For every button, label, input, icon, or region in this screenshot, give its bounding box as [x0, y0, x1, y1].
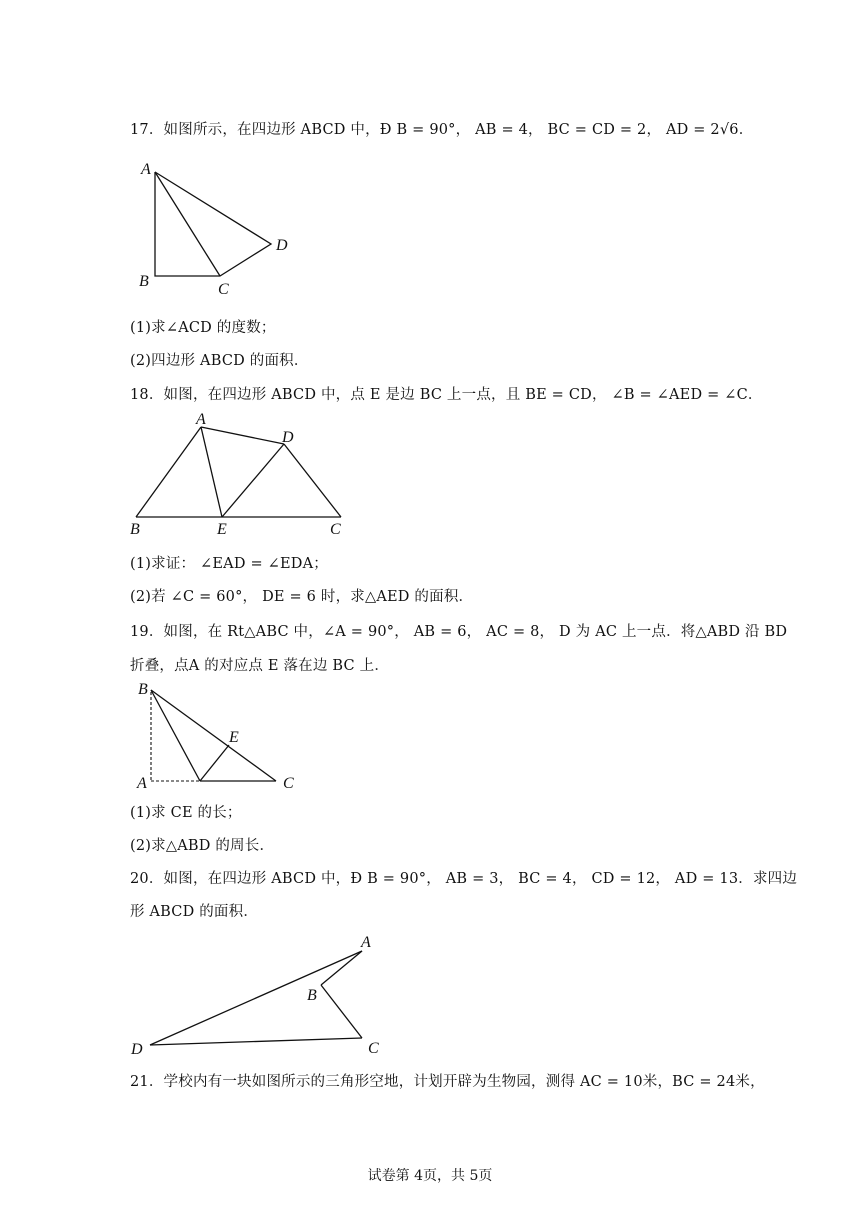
q20-text-line2: 形 ABCD 的面积． — [130, 904, 259, 920]
q19-label-e: E — [229, 729, 239, 746]
q20-label-c: C — [368, 1040, 379, 1057]
q20-label-d: D — [131, 1041, 143, 1058]
q20-label-b: B — [307, 987, 317, 1004]
q18-label-a: A — [196, 411, 206, 428]
q17-part2: (2)四边形 ABCD 的面积． — [130, 353, 309, 369]
q17-label-c: C — [218, 281, 229, 298]
q17-figure — [135, 160, 335, 300]
q19-text-line1: 19．如图，在 Rt△ABC 中，∠A = 90°， AB = 6， AC = 8， D 为 AC 上一点．将△ABD 沿 BD — [130, 624, 788, 640]
q19-figure — [132, 678, 312, 793]
q20-label-a: A — [361, 934, 371, 951]
page-footer: 试卷第 4页，共 5页 — [367, 1168, 493, 1184]
q19-label-c: C — [283, 775, 294, 792]
q17-label-b: B — [139, 273, 149, 290]
q18-figure — [128, 410, 358, 540]
q19-text-line2: 折叠，点A 的对应点 E 落在边 BC 上． — [130, 658, 390, 674]
q19-part1: (1)求 CE 的长； — [130, 805, 242, 821]
q19-label-a: A — [137, 775, 147, 792]
q20-text-line1: 20．如图，在四边形 ABCD 中，Ð B = 90°， AB = 3， BC = 4， CD = 12， AD = 13．求四边 — [130, 871, 798, 887]
q19-label-b: B — [138, 681, 148, 698]
q18-part1: (1)求证： ∠EAD = ∠EDA； — [130, 556, 328, 572]
q18-label-d: D — [282, 429, 294, 446]
q18-text: 18．如图，在四边形 ABCD 中，点 E 是边 BC 上一点，且 BE = CD， ∠B = ∠AED = ∠C． — [130, 387, 763, 403]
q21-text: 21．学校内有一块如图所示的三角形空地，计划开辟为生物园，测得 AC = 10米，BC = 24米， — [130, 1074, 765, 1090]
q18-label-b: B — [130, 521, 140, 538]
q17-label-a: A — [141, 161, 151, 178]
q18-part2: (2)若 ∠C = 60°， DE = 6 时，求△AED 的面积． — [130, 589, 474, 605]
q19-part2: (2)求△ABD 的周长． — [130, 838, 275, 854]
q18-label-e: E — [217, 521, 227, 538]
q17-text: 17．如图所示，在四边形 ABCD 中，Ð B = 90°， AB = 4， BC = CD = 2， AD = 2√6． — [130, 122, 754, 138]
q20-figure — [128, 930, 388, 1060]
q17-part1: (1)求∠ACD 的度数； — [130, 320, 276, 336]
q17-label-d: D — [276, 237, 288, 254]
q18-label-c: C — [330, 521, 341, 538]
